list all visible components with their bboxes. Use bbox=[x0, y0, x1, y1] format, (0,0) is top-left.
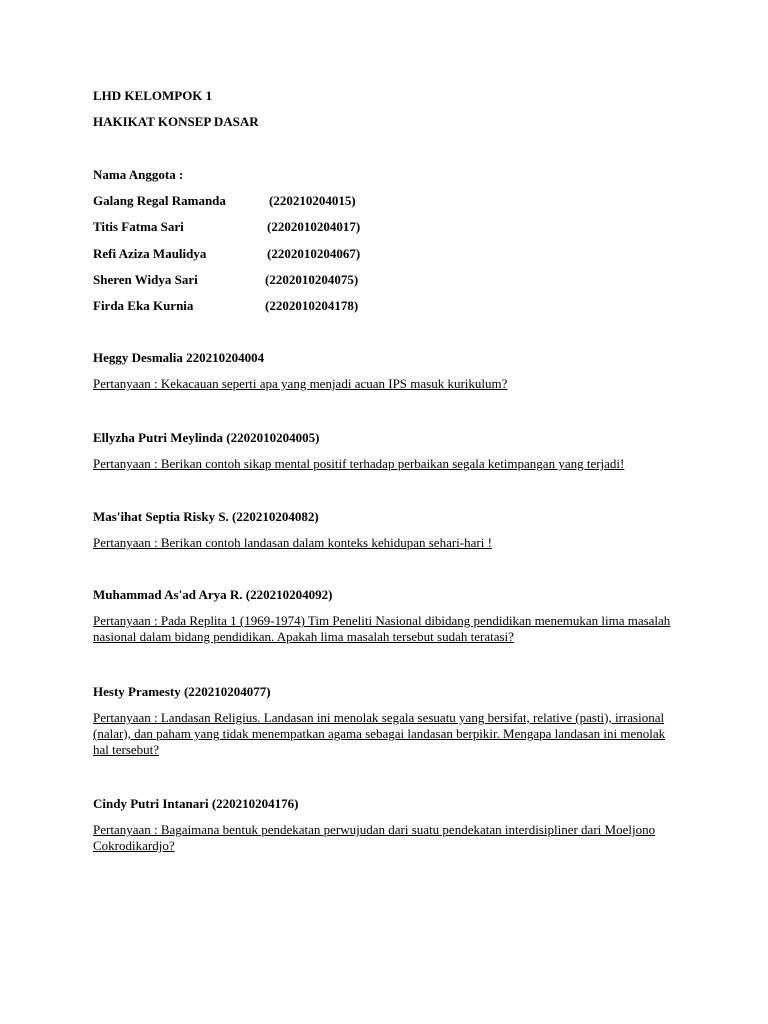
question-text: Pertanyaan : Bagaimana bentuk pendekatan perwujudan dari suatu pendekatan interdisipliner dari Moeljono Cokrodikardjo? bbox=[93, 822, 656, 853]
question-asker: Muhammad As'ad Arya R. (220210204092) bbox=[93, 587, 333, 602]
question-text: Pertanyaan : Landasan Religius. Landasan ini menolak segala sesuatu yang bersifat, relative (pasti), irrasional (nalar), dan paham yang tidak menempatkan agama sebagai landasan berpikir. Mengapa landasan ini menolak hal tersebut? bbox=[93, 710, 666, 757]
question-text: Pertanyaan : Berikan contoh landasan dalam konteks kehidupan sehari-hari ! bbox=[93, 535, 492, 550]
member-nim: (2202010204017) bbox=[267, 219, 361, 234]
question-asker: Heggy Desmalia 220210204004 bbox=[93, 350, 265, 365]
question-asker: Hesty Pramesty (220210204077) bbox=[93, 684, 271, 699]
question-asker: Ellyzha Putri Meylinda (2202010204005) bbox=[93, 430, 320, 445]
question-text: Pertanyaan : Berikan contoh sikap mental positif terhadap perbaikan segala ketimpangan yang terjadi! bbox=[93, 456, 625, 471]
document-title: LHD KELOMPOK 1 bbox=[93, 88, 213, 103]
question-text: Pertanyaan : Pada Replita 1 (1969-1974) Tim Peneliti Nasional dibidang pendidikan menemukan lima masalah nasional dalam bidang pendidikan. Apakah lima masalah tersebut sudah teratasi? bbox=[93, 613, 671, 644]
member-name: Titis Fatma Sari bbox=[93, 219, 184, 234]
question-asker: Cindy Putri Intanari (220210204176) bbox=[93, 796, 299, 811]
question-text: Pertanyaan : Kekacauan seperti apa yang menjadi acuan IPS masuk kurikulum? bbox=[93, 376, 508, 391]
member-name: Sheren Widya Sari bbox=[93, 272, 198, 287]
member-name: Firda Eka Kurnia bbox=[93, 298, 194, 313]
member-nim: (2202010204067) bbox=[267, 246, 361, 261]
member-nim: (220210204015) bbox=[269, 193, 356, 208]
question-asker: Mas'ihat Septia Risky S. (220210204082) bbox=[93, 509, 319, 524]
members-heading: Nama Anggota : bbox=[93, 167, 184, 182]
member-nim: (2202010204178) bbox=[265, 298, 359, 313]
member-nim: (2202010204075) bbox=[265, 272, 359, 287]
document-subtitle: HAKIKAT KONSEP DASAR bbox=[93, 114, 259, 129]
member-name: Refi Aziza Maulidya bbox=[93, 246, 207, 261]
member-name: Galang Regal Ramanda bbox=[93, 193, 226, 208]
